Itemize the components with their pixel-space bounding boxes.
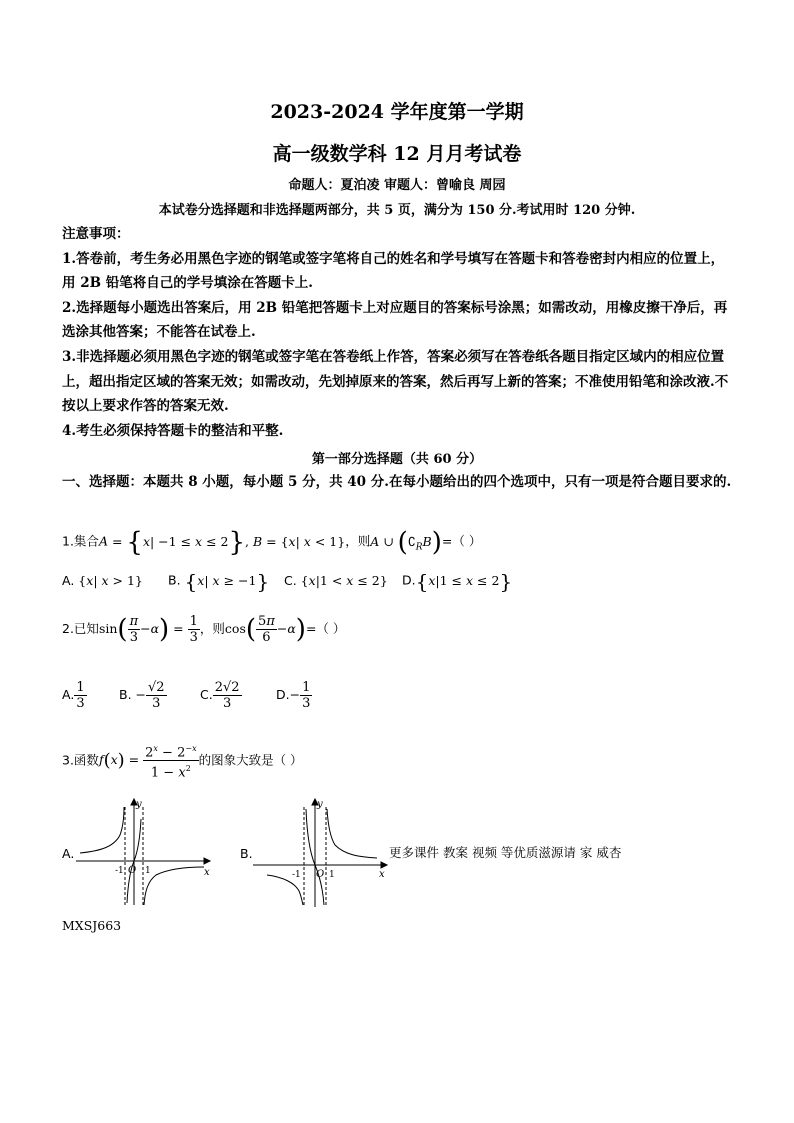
q2-option-c-label: C. — [200, 687, 213, 702]
note-item-3: 3.非选择题必须用黑色字迹的钢笔或签字笔在答卷纸上作答，答案必须写在答卷纸各题目指定区域内的相应位置上，超出指定区域的答案无效；如需改动，先划掉原来的答案，然后再写上新的答案；不准使用铅笔和涂改液.不按以上要求作答的答案无效. — [62, 348, 729, 415]
q1-option-d-label: D. — [402, 572, 416, 588]
q1-set-a: A — [98, 533, 108, 549]
q1-expression: A ∪ $(∁_RB)$ — [370, 527, 442, 557]
q2-given: sin( $\frac{\pi}{3}$ −α) = $\frac{1}{3}$ — [98, 614, 198, 645]
q2-option-b-label: B. — [119, 687, 132, 702]
exam-intro: 本试卷分选择题和非选择题两部分，共 5 页，满分为 150 分.考试用时 120 分钟. — [158, 203, 636, 218]
q1-after: =（ ） — [441, 533, 482, 549]
q1-option-c-label: C. — [284, 573, 297, 588]
graph-a-y-label: y — [136, 799, 142, 810]
q3-prefix: 3.函数 — [62, 752, 99, 768]
q1-option-c[interactable]: C. {x|1 < x ≤ 2} — [284, 573, 388, 588]
graph-a-curve-left — [80, 807, 124, 853]
q2-option-a-label: A. — [62, 687, 75, 702]
q1-set-a-def: = {x| −1 ≤ x ≤ 2}, B = {x| x < 1} — [107, 527, 346, 557]
q3-option-b-label: B. — [240, 846, 253, 861]
q1-option-d[interactable]: D.{x|1 ≤ x ≤ 2} — [402, 569, 513, 593]
q3-option-a-label: A. — [62, 846, 75, 861]
question-1 — [62, 527, 481, 557]
notes-block — [62, 222, 734, 443]
q1-option-b[interactable]: B. {x| x ≥ −1} — [168, 569, 270, 593]
graph-a-one-label: 1 — [145, 866, 151, 876]
exam-subtitle: 高一级数学科 12 月月考试卷 — [272, 143, 522, 165]
footer-code: MXSJ663 — [62, 918, 122, 933]
graph-b-neg-one-label: -1 — [292, 870, 301, 880]
graph-a-origin-label: O — [128, 865, 137, 876]
q2-option-b[interactable]: B. − $\frac{√2}{3}$ — [119, 680, 165, 711]
graph-b-x-arrow — [381, 862, 387, 868]
q2-tail: ，则 — [199, 621, 225, 636]
q1-option-a[interactable]: A. {x| x > 1} — [62, 573, 143, 588]
graph-b-curve-right — [327, 809, 377, 858]
question-3 — [62, 741, 303, 781]
question-2 — [62, 614, 345, 645]
q3-option-a[interactable] — [62, 846, 74, 861]
exam-title: 2023-2024 学年度第一学期 — [270, 101, 524, 123]
graph-a-neg-one-label: -1 — [115, 866, 124, 876]
graph-a-curve-right — [144, 867, 204, 905]
q1-prefix: 1.集合 — [62, 533, 99, 549]
q1-tail: ，则 — [345, 533, 371, 549]
section-instruction: 一、选择题：本题共 8 小题，每小题 5 分，共 40 分.在每小题给出的四个选项中，只有一项是符合题目要求的. — [62, 474, 732, 490]
q2-after: =（ ） — [305, 621, 346, 636]
graph-a-x-label: x — [204, 867, 210, 878]
exam-authors: 命题人：夏泊凌 审题人：曾喻良 周园 — [288, 178, 506, 193]
q3-function: f(x) = $\frac{2^x - 2^{-x}}{1 - x^2}$ — [99, 752, 199, 767]
q2-expression: cos( $\frac{5\pi}{6}$ −α) — [224, 614, 306, 645]
q1-option-a-label: A. — [62, 573, 75, 588]
graph-a-x-arrow — [204, 858, 210, 864]
q3-graph-a — [76, 795, 216, 910]
graph-b-origin-label: O — [316, 869, 325, 880]
section-title: 第一部分选择题（共 60 分） — [311, 452, 483, 467]
graph-b-x-label: x — [379, 869, 385, 880]
note-item-2: 2.选择题每小题选出答案后，用 2B 铅笔把答题卡上对应题目的答案标号涂黑；如需改动，用橡皮擦干净后，再选涂其他答案；不能答在试卷上. — [62, 299, 728, 341]
q2-option-d-label: D. — [276, 687, 290, 702]
q2-option-c[interactable]: C. $\frac{2√2}{3}$ — [200, 680, 240, 711]
q3-graph-b — [253, 795, 393, 910]
q3-option-b[interactable] — [240, 846, 253, 861]
q1-option-b-label: B. — [168, 572, 181, 588]
q2-option-d[interactable]: D.− $\frac{1}{3}$ — [276, 680, 311, 711]
graph-b-one-label: 1 — [329, 870, 335, 880]
q2-prefix: 2.已知 — [62, 621, 99, 636]
graph-b-y-label: y — [317, 799, 323, 810]
note-item-4: 4.考生必须保持答题卡的整洁和平整. — [62, 422, 284, 439]
notes-heading: 注意事项： — [62, 226, 130, 242]
q2-option-a[interactable]: A. $\frac{1}{3}$ — [62, 680, 85, 711]
q3-after: 的图象大致是（ ） — [198, 752, 303, 768]
side-promo-text: 更多课件 教案 视频 等优质滋源请 家 威杏 — [389, 845, 622, 860]
note-item-1: 1.答卷前，考生务必用黑色字迹的钢笔或签字笔将自己的姓名和学号填写在答题卡和答卷密封内相应的位置上，用 2B 铅笔将自己的学号填涂在答题卡上. — [62, 250, 725, 292]
